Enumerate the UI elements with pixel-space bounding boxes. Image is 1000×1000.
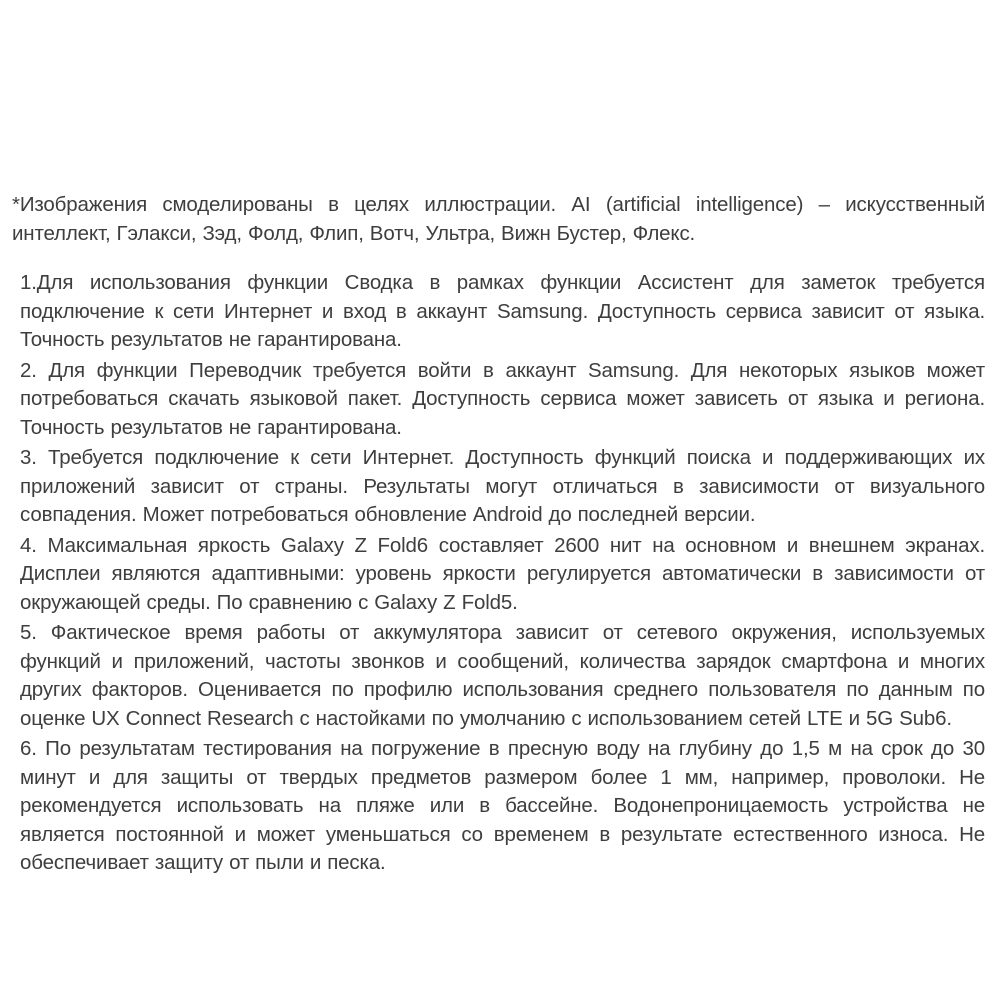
footnote-5: 5. Фактическое время работы от аккумулятора зависит от сетевого окружения, используемых функций и приложений, частоты звонков и сообщений, количества зарядок смартфона и многих других факторов. Оценивается по профилю использования среднего пользователя по данным по оценке UX Connect Research с настойками по умолчанию с использованием сетей LTE и 5G Sub6.	[20, 621, 985, 730]
footnote-3: 3. Требуется подключение к сети Интернет. Доступность функций поиска и поддерживающих их приложений зависит от страны. Результаты могут отличаться в зависимости от визуального совпадения. Может потребоваться обновление Android до последней версии.	[20, 446, 985, 526]
footnote-2: 2. Для функции Переводчик требуется войти в аккаунт Samsung. Для некоторых языков может потребоваться скачать языковой пакет. Доступность сервиса может зависеть от языка и региона. Точность результатов не гарантирована.	[20, 358, 985, 439]
intro-disclaimer-text: *Изображения смоделированы в целях иллюстрации. AI (artificial intelligence) – искусственный интеллект, Гэлакси, Зэд, Фолд, Флип, Вотч, Ультра, Вижн Бустер, Флекс.	[12, 193, 985, 245]
footnote-1: 1.Для использования функции Сводка в рамках функции Ассистент для заметок требуется подключение к сети Интернет и вход в аккаунт Samsung. Доступность сервиса зависит от языка. Точность результатов не гарантирована.	[20, 271, 985, 351]
footnote-4: 4. Максимальная яркость Galaxy Z Fold6 составляет 2600 нит на основном и внешнем экранах. Дисплеи являются адаптивными: уровень яркости регулируется автоматически в зависимости от окружающей среды. По сравнению с Galaxy Z Fold5.	[20, 533, 985, 614]
footnote-6: 6. По результатам тестирования на погружение в пресную воду на глубину до 1,5 м на срок до 30 минут и для защиты от твердых предметов размером более 1 мм, например, проволоки. Не рекомендуется использовать на пляже или в бассейне. Водонепроницаемость устройства не является постоянной и может уменьшаться со временем в результате естественного износа. Не обеспечивает защиту от пыли и песка.	[20, 737, 985, 874]
footnotes-list	[12, 269, 985, 878]
